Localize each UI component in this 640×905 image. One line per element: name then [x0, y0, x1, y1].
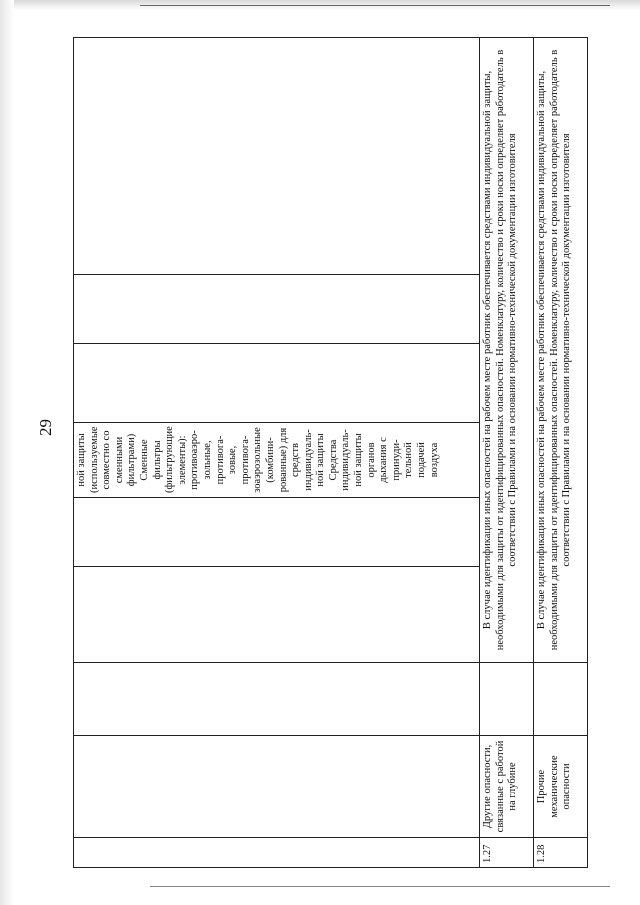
table-row — [534, 38, 588, 868]
row-number-cell: 1.27 — [480, 838, 534, 868]
ppe-description-cell: ной защиты (используемые совместно со сменными фильтрами) Сменные фильтры (фильтрующие элементы): противоаэро-зольные, противога-зовые, противога-зоаэрозольные (комбини-рованные) для средств индивидуаль-ной защиты Средства индивидуаль-ной защиты органов дыхания с принуди-тельной подачей воздуха — [74, 423, 480, 498]
page-number: 29 — [36, 419, 55, 436]
row-number-cell: 1.28 — [534, 838, 588, 868]
row-number-cell — [74, 838, 480, 868]
hazard-cell: Прочие механические опасности — [534, 736, 588, 838]
empty-cell — [74, 38, 480, 275]
empty-cell — [74, 567, 480, 663]
table-row — [480, 38, 534, 868]
note-cell: В случае идентификации иных опасностей на рабочем месте работник обеспечивается средствами индивидуальной защиты, необходимыми для защиты от идентифицированных опасностей. Номенклатуру, количество и сроки носки определяет работодатель в соответствии с Правилами и на основании нормативно-технической документации изготовителя — [534, 38, 588, 663]
top-rule — [140, 5, 610, 6]
hazard-cell — [74, 736, 480, 838]
empty-cell — [480, 663, 534, 736]
ppe-table — [73, 37, 588, 868]
empty-cell — [74, 275, 480, 344]
table-row — [74, 38, 480, 868]
rotated-table-container — [73, 38, 588, 868]
empty-cell — [74, 663, 480, 736]
empty-cell — [74, 498, 480, 567]
empty-cell — [74, 344, 480, 423]
scan-edge-left — [0, 0, 14, 905]
hazard-cell: Другие опасности, связанные с работой на глубине — [480, 736, 534, 838]
note-cell: В случае идентификации иных опасностей на рабочем месте работник обеспечивается средствами индивидуальной защиты, необходимыми для защиты от идентифицированных опасностей. Номенклатуру, количество и сроки носки определяет работодатель в соответствии с Правилами и на основании нормативно-технической документации изготовителя — [480, 38, 534, 663]
bottom-rule — [150, 886, 610, 887]
empty-cell — [534, 663, 588, 736]
